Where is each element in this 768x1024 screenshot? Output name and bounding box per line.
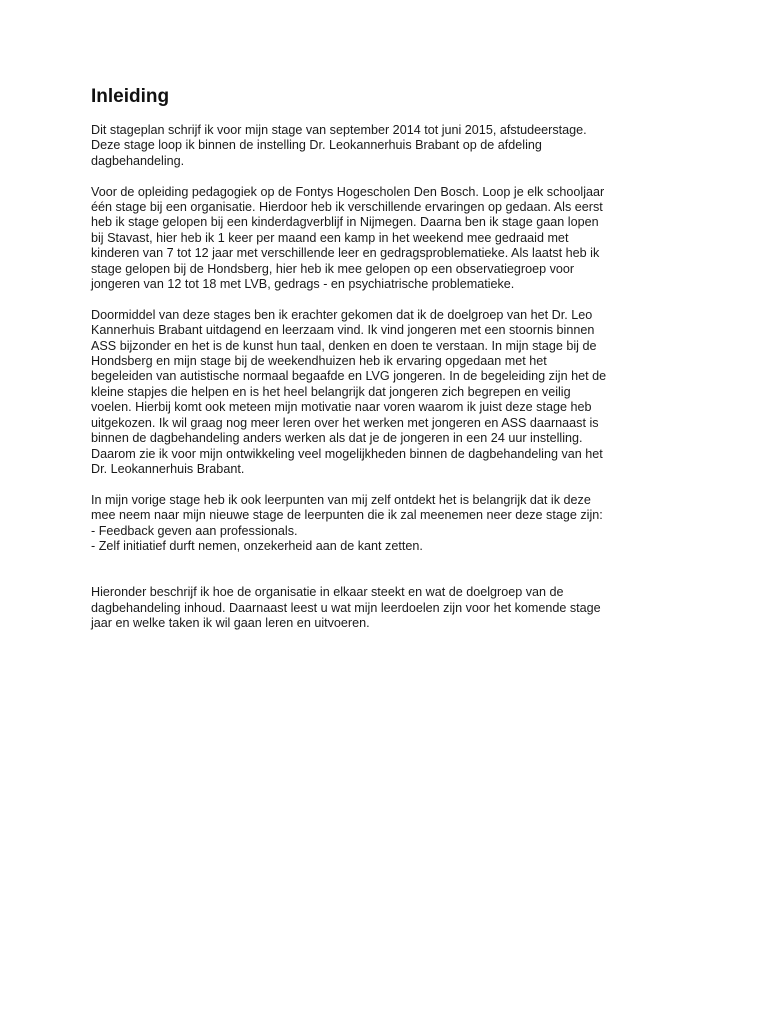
text-line: mee neem naar mijn nieuwe stage de leerpunten die ik zal meenemen neer deze stage zijn: [91,508,603,523]
paragraph-learning-points [91,493,691,555]
text-line: uitgekozen. Ik wil graag nog meer leren over het werken met jongeren en ASS daarnaast is [91,415,599,430]
text-line: bij Stavast, hier heb ik 1 keer per maand een kamp in het weekend mee gedraaid met [91,230,569,245]
text-line: Daarom zie ik voor mijn ontwikkeling veel mogelijkheden binnen de dagbehandeling van het [91,446,603,461]
text-line: voelen. Hierbij komt ook meteen mijn motivatie naar voren waarom ik juist deze stage heb [91,400,592,415]
text-line: stage gelopen bij de Hondsberg, hier heb ik mee gelopen op een observatiegroep voor [91,261,575,276]
text-line: binnen de dagbehandeling anders werken als dat je de jongeren in een 24 uur instelling. [91,431,583,446]
text-line: kinderen van 7 tot 12 jaar met verschillende leer en gedragsproblematieke. Als laatst heb ik [91,246,600,261]
text-line: Dr. Leokannerhuis Brabant. [91,461,245,476]
page-title: Inleiding [91,86,170,107]
paragraph-education [91,185,691,293]
paragraph-outline [91,585,691,631]
text-line: Deze stage loop ik binnen de instelling Dr. Leokannerhuis Brabant op de afdeling [91,138,542,153]
text-line: één stage bij een organisatie. Hierdoor heb ik verschillende ervaringen op gedaan. Als eerst [91,200,603,215]
text-line: kleine stapjes die helpen en is het heel belangrijk dat jongeren zich begrepen en veilig [91,384,571,399]
text-line: ASS bijzonder en het is de kunst hun taal, denken en doen te verstaan. In mijn stage bij de [91,338,597,353]
text-line: Doormiddel van deze stages ben ik erachter gekomen dat ik de doelgroep van het Dr. Leo [91,307,593,322]
text-line: Hieronder beschrijf ik hoe de organisatie in elkaar steekt en wat de doelgroep van de [91,585,564,600]
text-line: heb ik stage gelopen bij een kinderdagverblijf in Nijmegen. Daarna ben ik stage gaan lopen [91,215,599,230]
text-line: begeleiden van autistische normaal begaafde en LVG jongeren. In de begeleiding zijn het de [91,369,607,384]
text-line: dagbehandeling inhoud. Daarnaast leest u wat mijn leerdoelen zijn voor het komende stage [91,600,601,615]
text-line: jaar en welke taken ik wil gaan leren en uitvoeren. [91,615,370,630]
text-line: Dit stageplan schrijf ik voor mijn stage van september 2014 tot juni 2015, afstudeerstage. [91,123,587,137]
paragraph-intro [91,123,691,169]
text-line: Hondsberg en mijn stage bij de weekendhuizen heb ik ervaring opgedaan met het [91,354,547,369]
text-line: Voor de opleiding pedagogiek op de Fontys Hogescholen Den Bosch. Loop je elk schooljaar [91,184,605,199]
document-content [91,86,691,647]
text-line: dagbehandeling. [91,153,185,168]
list-item: - Zelf initiatief durft nemen, onzekerheid aan de kant zetten. [91,538,423,553]
text-line: Kannerhuis Brabant uitdagend en leerzaam vind. Ik vind jongeren met een stoornis binnen [91,323,595,338]
text-line: In mijn vorige stage heb ik ook leerpunten van mij zelf ontdekt het is belangrijk dat ik deze [91,492,591,507]
list-item: - Feedback geven aan professionals. [91,523,298,538]
paragraph-motivation [91,308,691,477]
text-line: jongeren van 12 tot 18 met LVB, gedrags - en psychiatrische problematieke. [91,277,515,292]
